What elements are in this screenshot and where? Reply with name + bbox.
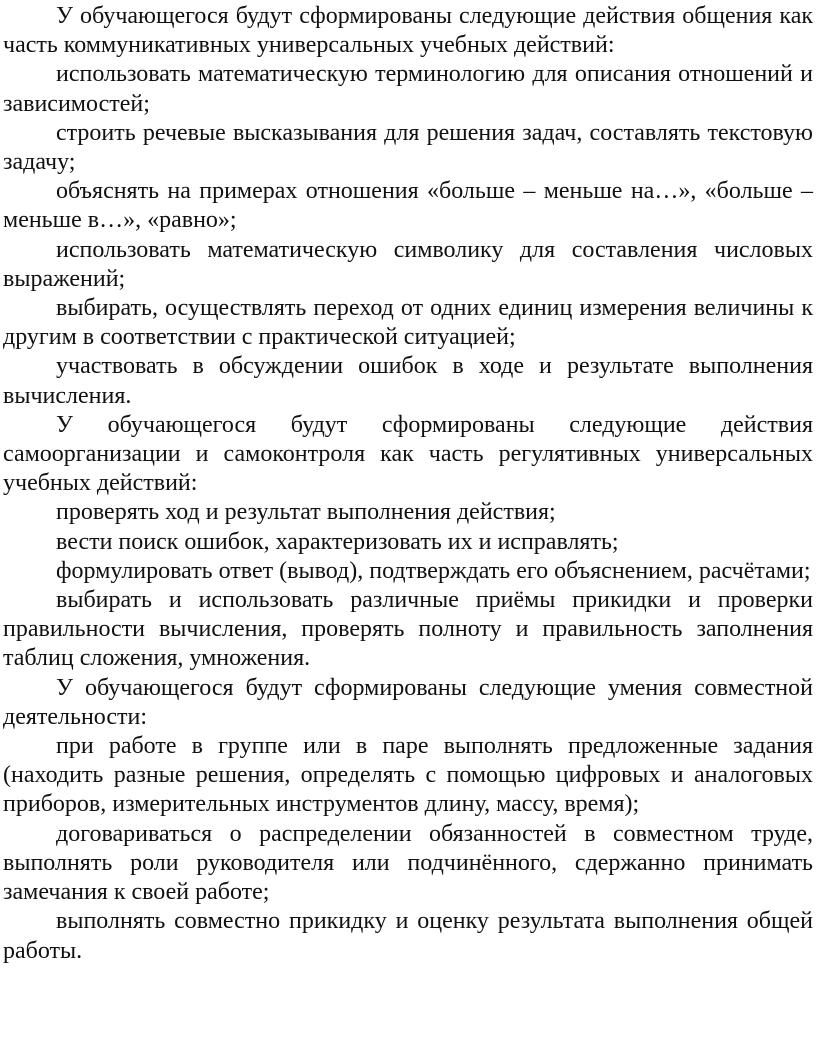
list-item-joint-estimation: выполнять совместно прикидку и оценку результата выполнения общей работы.: [3, 908, 813, 964]
list-item-math-symbols: использовать математическую символику для составления числовых выражений;: [3, 236, 813, 292]
list-item-error-discussion: участвовать в обсуждении ошибок в ходе и результате выполнения вычисления.: [3, 353, 813, 409]
list-item-unit-conversion: выбирать, осуществлять переход от одних единиц измерения величины к другим в соответствии с практической ситуацией;: [3, 295, 813, 351]
list-item-estimation-check: выбирать и использовать различные приёмы прикидки и проверки правильности вычисления, проверять полноту и правильность заполнения таблиц сложения, умножения.: [3, 587, 813, 672]
list-item-speech-statements: строить речевые высказывания для решения задач, составлять текстовую задачу;: [3, 119, 813, 176]
list-item-find-errors: вести поиск ошибок, характеризовать их и исправлять;: [56, 528, 619, 555]
list-item-relations-examples: объяснять на примерах отношения «больше – меньше на…», «больше – меньше в…», «равно»;: [3, 178, 813, 234]
list-item-formulate-answer: формулировать ответ (вывод), подтверждать его объяснением, расчётами;: [56, 557, 811, 584]
paragraph-cooperation-intro: У обучающегося будут сформированы следующие умения совместной деятельности:: [3, 674, 813, 730]
document-page: [3, 2, 813, 966]
paragraph-communication-intro: У обучающегося будут сформированы следующие действия общения как часть коммуникативных универсальных учебных действий:: [3, 3, 813, 59]
list-item-check-progress: проверять ход и результат выполнения действия;: [56, 499, 556, 526]
list-item-group-work: при работе в группе или в паре выполнять предложенные задания (находить разные решения, определять с помощью цифровых и аналоговых приборов, измерительных инструментов длину, массу, время);: [3, 733, 813, 818]
list-item-terminology: использовать математическую терминологию для описания отношений и зависимостей;: [3, 61, 813, 117]
paragraph-self-organization-intro: У обучающегося будут сформированы следующие действия самоорганизации и самоконтроля как часть регулятивных универсальных учебных действий:: [3, 411, 813, 497]
list-item-share-duties: договариваться о распределении обязанностей в совместном труде, выполнять роли руководителя или подчинённого, сдержанно принимать замечания к своей работе;: [3, 820, 813, 906]
